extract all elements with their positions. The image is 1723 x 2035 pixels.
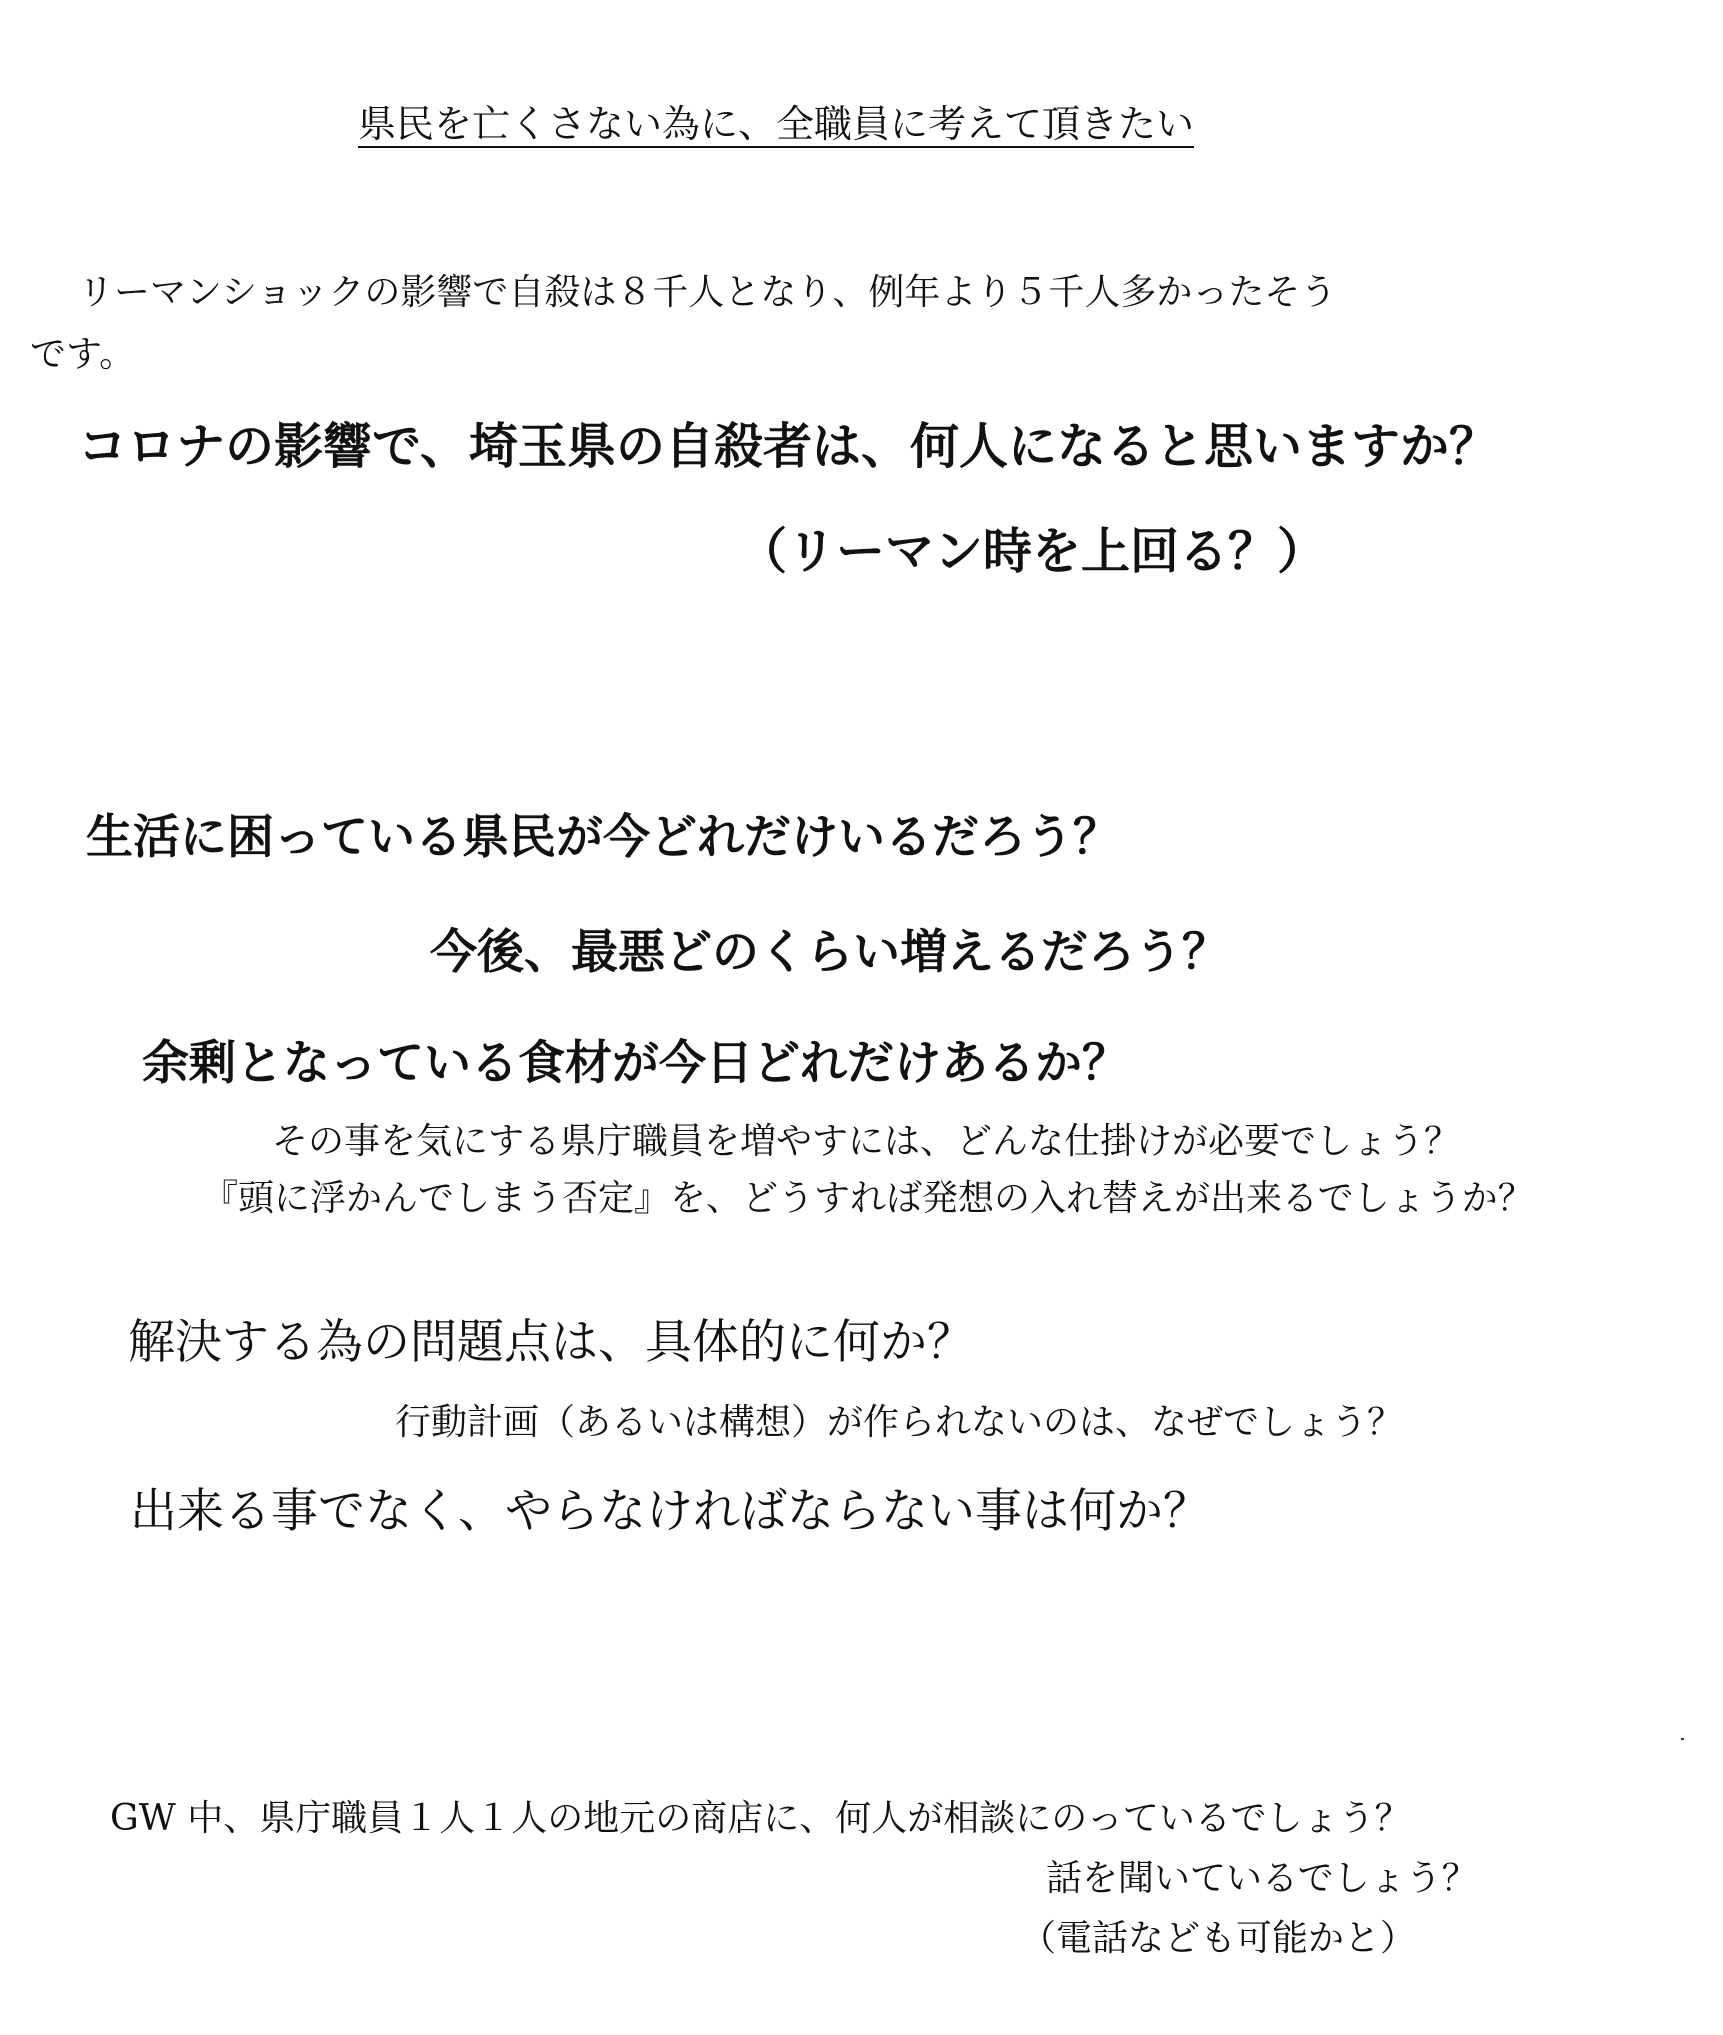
sub-mechanism: その事を気にする県庁職員を増やすには、どんな仕掛けが必要でしょう？ <box>272 1121 1461 1162</box>
question-increase: 今後、最悪どのくらい増えるだろう？ <box>430 925 1229 980</box>
question-must-do: 出来る事でなく、やらなければならない事は何か？ <box>130 1484 1211 1539</box>
intro-line-2: です。 <box>30 334 136 375</box>
question-suicide-note: （リーマン時を上回る？） <box>738 523 1327 580</box>
scan-speck <box>1681 1738 1684 1740</box>
question-food: 余剰となっている食材が今日どれだけあるか？ <box>142 1036 1129 1091</box>
intro-line-1: リーマンショックの影響で自殺は８千人となり、例年より５千人多かったそう <box>78 272 1337 313</box>
gw-line-1: GW 中、県庁職員１人１人の地元の商店に、何人が相談にのっているでしょう？ <box>110 1798 1411 1839</box>
question-struggling: 生活に困っている県民が今どれだけいるだろう？ <box>86 810 1120 865</box>
sub-mindset: 『頭に浮かんでしまう否定』を、どうすれば発想の入れ替えが出来るでしょうか？ <box>202 1178 1534 1219</box>
gw-line-2: 話を聞いているでしょう？ <box>1046 1858 1478 1899</box>
question-problem: 解決する為の問題点は、具体的に何か？ <box>128 1315 974 1370</box>
sub-action-plan: 行動計画（あるいは構想）が作られないのは、なぜでしょう？ <box>395 1402 1404 1443</box>
question-suicide: コロナの影響で、埼玉県の自殺者は、何人になると思いますか？ <box>78 418 1499 475</box>
document-title: 県民を亡くさない為に、全職員に考えて頂きたい <box>358 102 1195 146</box>
gw-line-3: （電話なども可能かと） <box>1020 1918 1417 1959</box>
